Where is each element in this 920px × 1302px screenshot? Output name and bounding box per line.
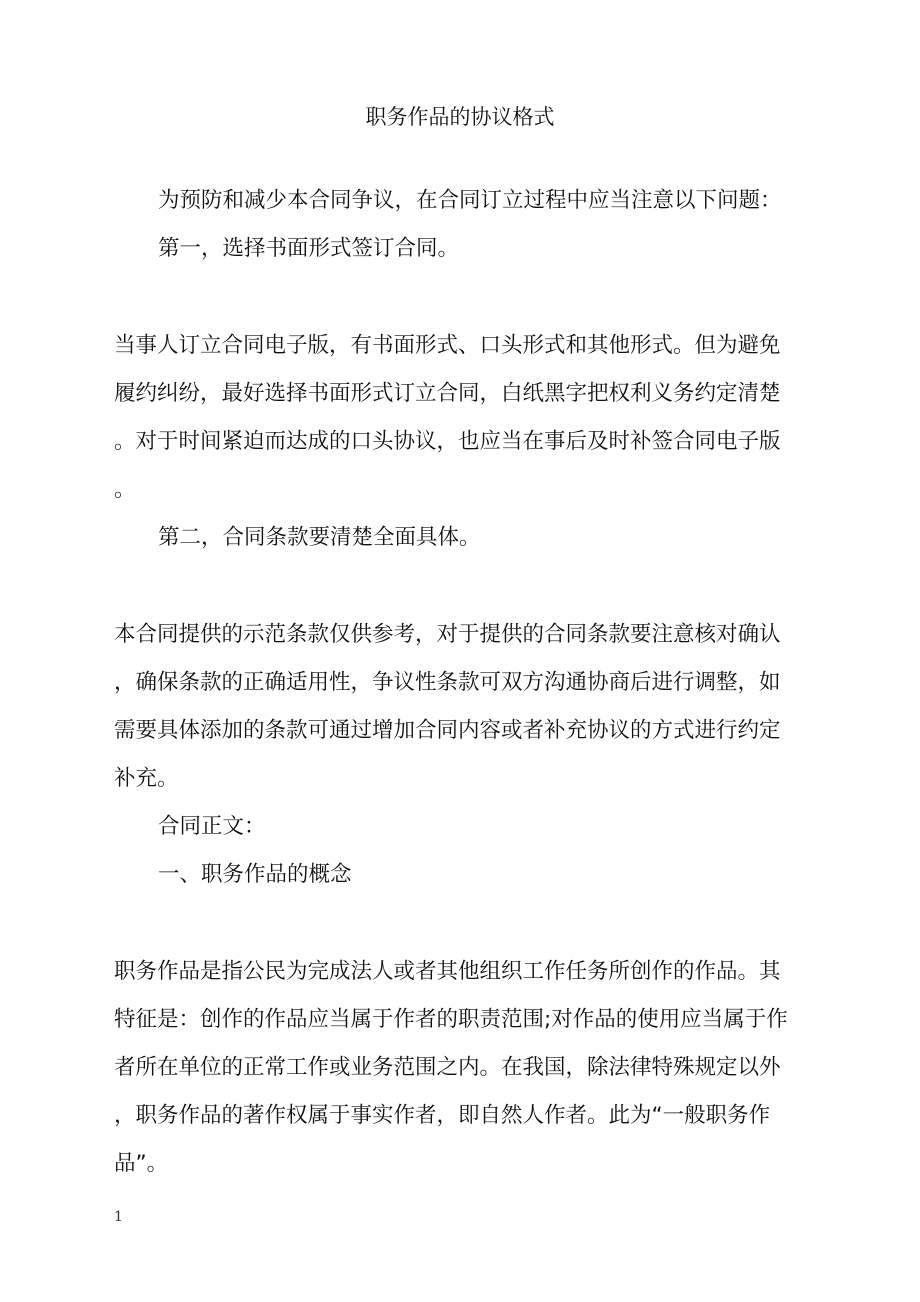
- paragraph-line: ，确保条款的正确适用性，争议性条款可双方沟通协商后进行调整，如: [114, 670, 781, 695]
- paragraph-line: 补充。: [114, 766, 179, 791]
- paragraph-line: 特征是：创作的作品应当属于作者的职责范围;对作品的使用应当属于作: [114, 1007, 788, 1032]
- section-heading-first: 第一，选择书面形式签订合同。: [158, 236, 460, 261]
- section-heading-concept: 一、职务作品的概念: [158, 862, 352, 887]
- paragraph-line: ，职务作品的著作权属于事实作者，即自然人作者。此为“一般职务作: [114, 1103, 771, 1128]
- paragraph-line: 履约纠纷，最好选择书面形式订立合同，白纸黑字把权利义务约定清楚: [114, 381, 781, 406]
- paragraph-line: 。: [114, 477, 136, 502]
- intro-paragraph-line: 为预防和减少本合同争议，在合同订立过程中应当注意以下问题：: [158, 188, 782, 213]
- paragraph-line: 本合同提供的示范条款仅供参考，对于提供的合同条款要注意核对确认: [114, 622, 781, 647]
- paragraph-line: 。对于时间紧迫而达成的口头协议，也应当在事后及时补签合同电子版: [114, 429, 781, 454]
- document-title: 职务作品的协议格式: [365, 105, 555, 129]
- paragraph-line: 需要具体添加的条款可通过增加合同内容或者补充协议的方式进行约定: [114, 718, 781, 743]
- paragraph-line: 职务作品是指公民为完成法人或者其他组织工作任务所创作的作品。其: [114, 959, 781, 984]
- paragraph-line: 者所在单位的正常工作或业务范围之内。在我国，除法律特殊规定以外: [114, 1055, 781, 1080]
- paragraph-line: 当事人订立合同电子版，有书面形式、口头形式和其他形式。但为避免: [114, 333, 781, 358]
- section-heading-second: 第二，合同条款要清楚全面具体。: [158, 525, 481, 550]
- paragraph-line: 品”。: [114, 1151, 169, 1176]
- page-number: 1: [114, 1209, 123, 1225]
- contract-body-label: 合同正文：: [158, 814, 266, 839]
